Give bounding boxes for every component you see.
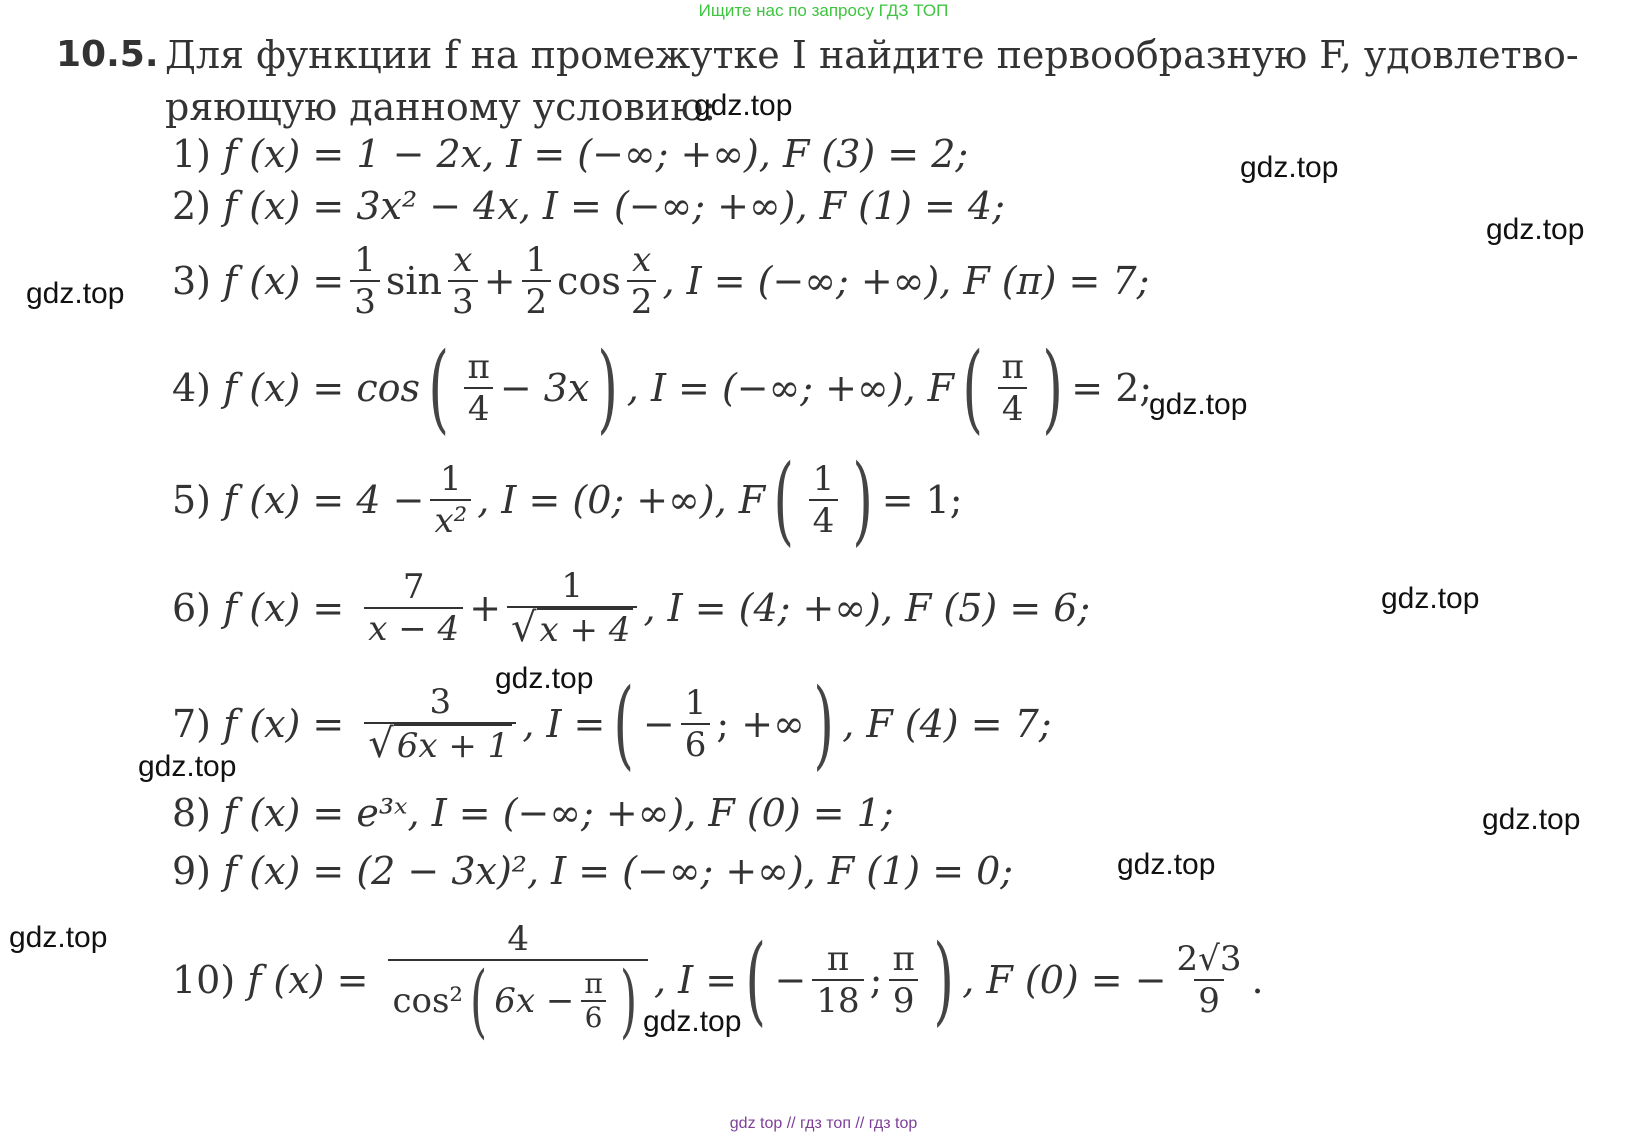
radical-sign: √: [511, 605, 537, 651]
radicand: x + 4: [537, 608, 634, 650]
radicand: 6x + 1: [394, 724, 513, 766]
left-paren: (: [962, 332, 984, 444]
item-label: 10): [172, 958, 236, 1002]
left-paren: (: [428, 332, 450, 444]
item-label: 3): [172, 259, 212, 303]
interval-sign: −: [642, 702, 675, 746]
left-paren: (: [745, 924, 767, 1036]
item-mid: , I = (−∞; +∞), F: [626, 366, 955, 410]
fraction-num: x: [632, 240, 652, 280]
fraction-num: 1: [561, 566, 584, 606]
watermark: gdz.top: [26, 277, 125, 310]
item-9: [172, 846, 1013, 896]
fraction-num: 1: [684, 683, 707, 723]
watermark: gdz.top: [1486, 213, 1585, 246]
fraction-den: 6: [581, 1000, 607, 1034]
fraction: [1173, 939, 1246, 1021]
item-3: [172, 236, 1149, 326]
item-pre: f (x) = 4 −: [223, 478, 425, 522]
item-post: , I = (−∞; +∞), F (π) = 7;: [662, 259, 1150, 303]
bottom-banner[interactable]: gdz top // гдз топ // гдз top: [729, 1115, 918, 1132]
fraction-num: x: [453, 240, 473, 280]
watermark: gdz.top: [1240, 151, 1339, 184]
fraction-num: 1: [440, 459, 462, 499]
item-post: = 2;: [1071, 366, 1153, 410]
fraction: [812, 939, 863, 1021]
fraction-den: 2: [522, 280, 552, 322]
fraction-den: 4: [809, 499, 839, 541]
item-6: [172, 560, 1090, 656]
fraction-num: π: [826, 939, 850, 979]
item-post: = 1;: [881, 478, 963, 522]
item-label: 8): [172, 791, 212, 835]
fraction-num: π: [892, 939, 915, 979]
sqrt-den: [507, 606, 637, 650]
fraction-num: 7: [402, 567, 425, 607]
fraction: [888, 939, 918, 1021]
cos-squared: cos²: [392, 981, 464, 1021]
item-1: [172, 130, 968, 178]
item-end: .: [1251, 958, 1264, 1002]
item-mid: , I =: [522, 702, 606, 746]
sqrt-den: [364, 722, 516, 766]
item-text: f (x) = 3x² − 4x, I = (−∞; +∞), F (1) = 4;: [223, 184, 1005, 228]
fraction-num: π: [467, 347, 490, 387]
item-pre: f (x) =: [223, 702, 345, 746]
watermark: gdz.top: [1149, 388, 1248, 421]
radical-sign: √: [368, 721, 394, 767]
fraction-num: 1: [354, 240, 376, 280]
fraction-den: 18: [812, 979, 863, 1021]
fn-name: cos: [557, 259, 621, 303]
item-label: 1): [172, 132, 212, 176]
right-paren: ): [813, 668, 834, 780]
fraction: [580, 968, 606, 1034]
fraction: [448, 240, 478, 322]
item-text: f (x) = 1 − 2x, I = (−∞; +∞), F (3) = 2;: [223, 132, 969, 176]
item-post: , F (4) = 7;: [842, 702, 1052, 746]
fraction: [681, 683, 711, 765]
fraction: [809, 459, 839, 541]
fraction-num: π: [1001, 347, 1024, 387]
fraction-den: 4: [464, 387, 494, 429]
fraction-num: 1: [812, 459, 835, 499]
fraction-den: 3: [350, 280, 380, 322]
item-pre: f (x) = cos: [223, 366, 420, 410]
item-label: 7): [172, 702, 212, 746]
problem-statement-line2: ряющую данному условию:: [165, 85, 717, 129]
fraction-num: 1: [525, 240, 548, 280]
fraction: [522, 240, 552, 322]
fraction-den: [388, 954, 648, 1047]
item-f-part: , F (0) = −: [962, 958, 1167, 1002]
left-paren: (: [470, 954, 488, 1047]
interval-rest: ; +∞: [716, 702, 805, 746]
item-mid: , I =: [653, 958, 738, 1002]
item-8: [172, 788, 894, 838]
fraction-den: 4: [998, 387, 1028, 429]
fraction: [627, 240, 657, 322]
item-4: [172, 332, 1153, 444]
fraction-den: 6: [681, 723, 711, 765]
fraction-num: 3: [429, 682, 452, 722]
item-label: 4): [172, 366, 212, 410]
fraction: [463, 347, 493, 429]
right-paren: ): [597, 332, 619, 444]
problem-number: 10.5.: [56, 34, 159, 75]
watermark: gdz.top: [643, 1005, 742, 1038]
interval-sep: ;: [869, 958, 883, 1002]
item-label: 6): [172, 586, 212, 630]
fraction: [997, 347, 1027, 429]
item-mid: , I = (0; +∞), F: [477, 478, 766, 522]
left-paren: (: [613, 668, 635, 780]
right-paren: ): [1042, 332, 1063, 444]
item-2: [172, 182, 1005, 230]
fraction-den: x²: [430, 499, 471, 541]
fraction-den: 2: [627, 280, 657, 322]
den-arg: 6x −: [494, 981, 575, 1021]
watermark: gdz.top: [1381, 582, 1480, 615]
fraction-den: 9: [889, 979, 919, 1021]
left-paren: (: [773, 444, 795, 556]
fraction-den: 3: [448, 280, 478, 322]
watermark: gdz.top: [9, 921, 108, 954]
fraction: [364, 682, 516, 766]
interval-sign: −: [774, 958, 807, 1002]
right-paren: ): [619, 954, 637, 1047]
fraction: [364, 567, 463, 649]
fraction-num: 4: [507, 919, 530, 959]
item-pre: f (x) =: [247, 958, 369, 1002]
watermark: gdz.top: [694, 89, 793, 122]
plus-sign: +: [483, 259, 516, 303]
right-paren: ): [852, 444, 874, 556]
fraction: [507, 566, 637, 650]
fraction: [430, 459, 471, 541]
plus-sign: +: [469, 586, 502, 630]
item-label: 9): [172, 849, 212, 893]
arg-rest: − 3x: [499, 366, 590, 410]
item-5: [172, 444, 963, 556]
item-post: , I = (4; +∞), F (5) = 6;: [643, 586, 1091, 630]
problem-statement-line1: Для функции f на промежутке I найдите первообразную F, удовлетво-: [165, 33, 1579, 77]
item-pre: f (x) =: [223, 586, 345, 630]
item-label: 2): [172, 184, 212, 228]
item-text: f (x) = (2 − 3x)², I = (−∞; +∞), F (1) = 0;: [223, 849, 1014, 893]
watermark: gdz.top: [495, 662, 594, 695]
fraction: [350, 240, 380, 322]
fraction-num: π: [584, 967, 603, 1000]
watermark: gdz.top: [1117, 848, 1216, 881]
fraction-den: 9: [1194, 979, 1224, 1021]
top-banner[interactable]: Ищите нас по запросу ГДЗ ТОП: [698, 1, 949, 20]
right-paren: ): [933, 924, 954, 1036]
watermark: gdz.top: [138, 750, 237, 783]
fraction: [388, 919, 648, 1047]
watermark: gdz.top: [1482, 803, 1581, 836]
fn-name: sin: [385, 259, 443, 303]
item-label: 5): [172, 478, 212, 522]
item-text: f (x) = e³ˣ, I = (−∞; +∞), F (0) = 1;: [223, 791, 894, 835]
fraction-num: 2√3: [1176, 939, 1242, 979]
fraction-den: x − 4: [364, 607, 463, 649]
item-pre: f (x) =: [223, 259, 345, 303]
